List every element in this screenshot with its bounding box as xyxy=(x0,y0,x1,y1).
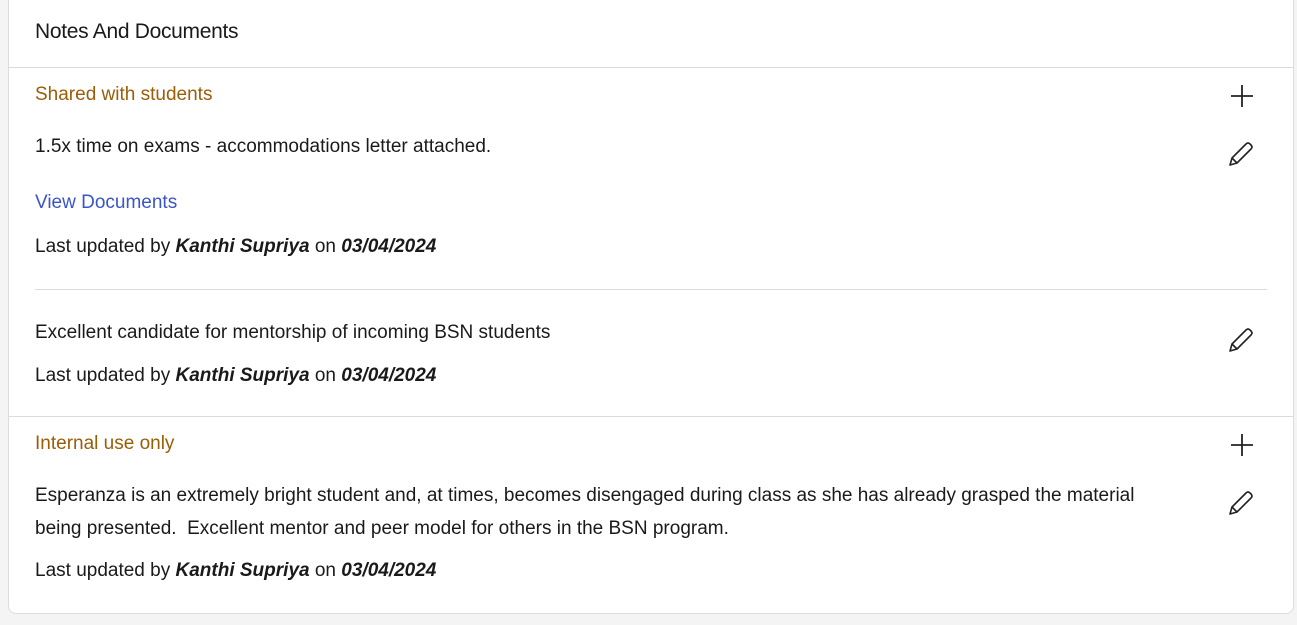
note-divider xyxy=(35,289,1267,290)
note-text-line: being presented. Excellent mentor and peer model for others in the BSN program. xyxy=(35,518,729,539)
card-title: Notes And Documents xyxy=(35,20,239,43)
updated-date: 03/04/2024 xyxy=(341,236,437,257)
last-updated xyxy=(35,560,436,582)
internal-section xyxy=(9,417,1293,613)
plus-icon xyxy=(1229,432,1255,458)
note-text xyxy=(35,479,1134,545)
pencil-icon xyxy=(1225,489,1255,519)
updated-author: Kanthi Supriya xyxy=(175,236,310,257)
add-shared-note-button[interactable] xyxy=(1229,83,1255,109)
note-text: 1.5x time on exams - accommodations letter attached. xyxy=(35,136,492,157)
updated-prefix: Last updated by xyxy=(35,560,171,581)
last-updated xyxy=(35,365,436,387)
internal-section-title: Internal use only xyxy=(35,433,175,454)
edit-note-button[interactable] xyxy=(1225,489,1255,519)
edit-note-button[interactable] xyxy=(1225,140,1255,170)
view-documents-link[interactable]: View Documents xyxy=(35,192,178,213)
updated-author: Kanthi Supriya xyxy=(175,560,310,581)
updated-on: on xyxy=(314,236,336,257)
shared-section xyxy=(9,68,1293,417)
updated-on: on xyxy=(314,365,336,386)
updated-prefix: Last updated by xyxy=(35,236,171,257)
shared-section-title: Shared with students xyxy=(35,84,213,105)
updated-date: 03/04/2024 xyxy=(341,560,437,581)
updated-on: on xyxy=(314,560,336,581)
edit-note-button[interactable] xyxy=(1225,326,1255,356)
plus-icon xyxy=(1229,83,1255,109)
updated-author: Kanthi Supriya xyxy=(175,365,310,386)
updated-date: 03/04/2024 xyxy=(341,365,437,386)
add-internal-note-button[interactable] xyxy=(1229,432,1255,458)
note-text: Excellent candidate for mentorship of incoming BSN students xyxy=(35,322,551,343)
last-updated xyxy=(35,236,436,258)
notes-card xyxy=(8,0,1294,614)
pencil-icon xyxy=(1225,140,1255,170)
note-text-line: Esperanza is an extremely bright student and, at times, becomes disengaged during class as she has already grasped the material xyxy=(35,485,1135,506)
pencil-icon xyxy=(1225,326,1255,356)
updated-prefix: Last updated by xyxy=(35,365,171,386)
card-header xyxy=(9,0,1293,68)
